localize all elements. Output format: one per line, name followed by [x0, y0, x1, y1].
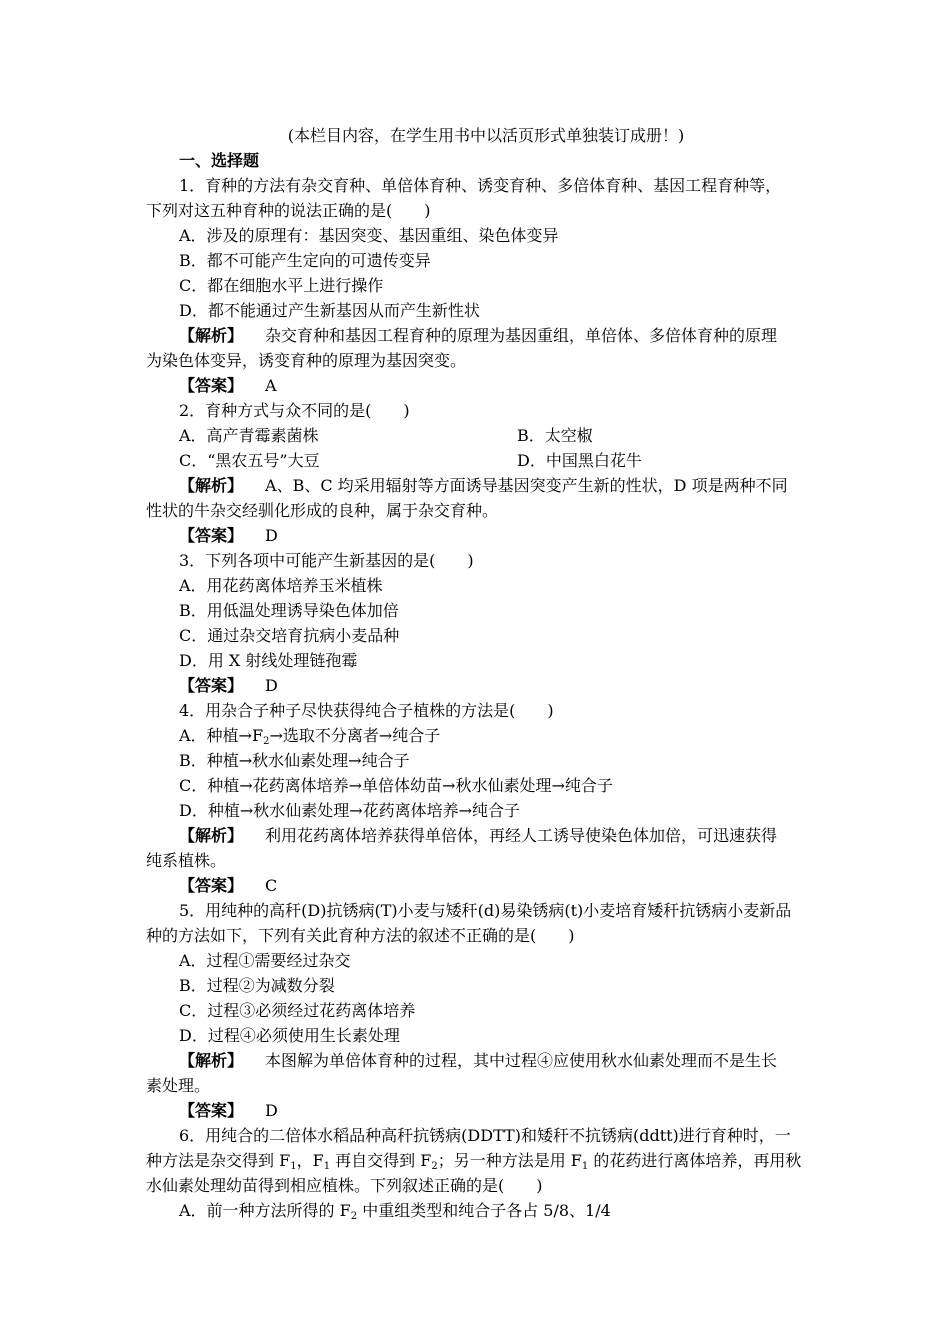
q2-answer-value: D [265, 526, 278, 545]
q2-option-d: D．中国黑白花牛 [517, 451, 642, 470]
q1-answer-value: A [265, 376, 277, 395]
q3-answer-value: D [265, 676, 278, 695]
q1-analysis-line1 [146, 323, 806, 348]
q3-option-c: C．通过杂交培育抗病小麦品种 [179, 626, 400, 645]
q1-option-b: B．都不可能产生定向的可遗传变异 [179, 251, 431, 270]
q4-option-b: B．种植→秋水仙素处理→纯合子 [179, 751, 410, 770]
q4-stem: 4．用杂合子种子尽快获得纯合子植株的方法是( ) [179, 701, 554, 720]
q1-option-c: C．都在细胞水平上进行操作 [179, 276, 384, 295]
analysis-label: 【解析】 [179, 1051, 244, 1070]
q5-option-a: A．过程①需要经过杂交 [179, 951, 351, 970]
q5-option-d: D．过程④必须使用生长素处理 [179, 1026, 400, 1045]
q5-option-c: C．过程③必须经过花药离体培养 [179, 1001, 416, 1020]
section-title: 一、选择题 [179, 151, 260, 170]
q1-answer [146, 373, 806, 398]
q2-analysis-line2: 性状的牛杂交经驯化形成的良种，属于杂交育种。 [146, 501, 499, 520]
q2-analysis-text: A、B、C 均采用辐射等方面诱导基因突变产生新的性状，D 项是两种不同 [265, 476, 788, 495]
q3-option-d: D．用 X 射线处理链孢霉 [179, 651, 358, 670]
q4-option-a: A．种植$\to F_2\to$选取不分离者→纯合子 [179, 726, 441, 747]
q5-analysis-text: 本图解为单倍体育种的过程，其中过程④应使用秋水仙素处理而不是生长 [265, 1051, 778, 1070]
analysis-label: 【解析】 [179, 326, 244, 345]
q5-stem-line1: 5．用纯种的高秆(D)抗锈病(T)小麦与矮秆(d)易染锈病(t)小麦培育矮秆抗锈病小麦新品 [179, 901, 792, 920]
answer-label: 【答案】 [179, 676, 244, 695]
q2-option-c: C．“黑农五号”大豆 [179, 451, 320, 470]
q6-stem-line3: 水仙素处理幼苗得到相应植株。下列叙述正确的是( ) [146, 1176, 543, 1195]
q1-analysis-text: 杂交育种和基因工程育种的原理为基因重组，单倍体、多倍体育种的原理 [265, 326, 778, 345]
q3-option-b: B．用低温处理诱导染色体加倍 [179, 601, 399, 620]
q1-analysis-line2: 为染色体变异，诱变育种的原理为基因突变。 [146, 351, 467, 370]
q1-stem-line1: 1．育种的方法有杂交育种、单倍体育种、诱变育种、多倍体育种、基因工程育种等， [179, 176, 782, 195]
q4-answer [146, 873, 806, 898]
q2-option-b: B．太空椒 [517, 426, 593, 445]
q5-option-b: B．过程②为减数分裂 [179, 976, 335, 995]
q3-stem: 3．下列各项中可能产生新基因的是( ) [179, 551, 474, 570]
q4-analysis-text: 利用花药离体培养获得单倍体，再经人工诱导使染色体加倍，可迅速获得 [265, 826, 778, 845]
q4-option-d: D．种植→秋水仙素处理→花药离体培养→纯合子 [179, 801, 521, 820]
analysis-label: 【解析】 [179, 826, 244, 845]
q4-analysis-line1 [146, 823, 806, 848]
q3-answer [146, 673, 806, 698]
answer-label: 【答案】 [179, 1101, 244, 1120]
q4-option-c: C．种植→花药离体培养→单倍体幼苗→秋水仙素处理→纯合子 [179, 776, 613, 795]
q5-stem-line2: 种的方法如下，下列有关此育种方法的叙述不正确的是( ) [146, 926, 575, 945]
answer-label: 【答案】 [179, 526, 244, 545]
analysis-label: 【解析】 [179, 476, 244, 495]
q4-analysis-line2: 纯系植株。 [146, 851, 227, 870]
q2-stem: 2．育种方式与众不同的是( ) [179, 401, 410, 420]
q5-answer [146, 1098, 806, 1123]
q2-analysis-line1 [146, 473, 806, 498]
q5-answer-value: D [265, 1101, 278, 1120]
q3-option-a: A．用花药离体培养玉米植株 [179, 576, 383, 595]
q6-option-a: A．前一种方法所得的 $F_2$ 中重组类型和纯合子各占 5/8、1/4 [179, 1201, 611, 1222]
q2-options-row2 [146, 448, 806, 473]
q6-stem-line1: 6．用纯合的二倍体水稻品种高秆抗锈病(DDTT)和矮秆不抗锈病(ddtt)进行育种时，一 [179, 1126, 791, 1145]
q2-answer [146, 523, 806, 548]
answer-label: 【答案】 [179, 376, 244, 395]
document-page [146, 123, 806, 1223]
binding-note: (本栏目内容，在学生用书中以活页形式单独装订成册！) [287, 126, 685, 145]
q1-option-a: A．涉及的原理有：基因突变、基因重组、染色体变异 [179, 226, 559, 245]
answer-label: 【答案】 [179, 876, 244, 895]
q6-stem-line2: 种方法是杂交得到 $F_1$，$F_1$ 再自交得到 $F_2$；另一种方法是用 $F_1$ 的花药进行离体培养，再用秋 [146, 1151, 802, 1172]
q2-option-a: A．高产青霉素菌株 [179, 426, 319, 445]
q5-analysis-line2: 素处理。 [146, 1076, 211, 1095]
q4-answer-value: C [265, 876, 278, 895]
q1-option-d: D．都不能通过产生新基因从而产生新性状 [179, 301, 480, 320]
q1-stem-line2: 下列对这五种育种的说法正确的是( ) [146, 201, 431, 220]
q2-options-row1 [146, 423, 806, 448]
q5-analysis-line1 [146, 1048, 806, 1073]
